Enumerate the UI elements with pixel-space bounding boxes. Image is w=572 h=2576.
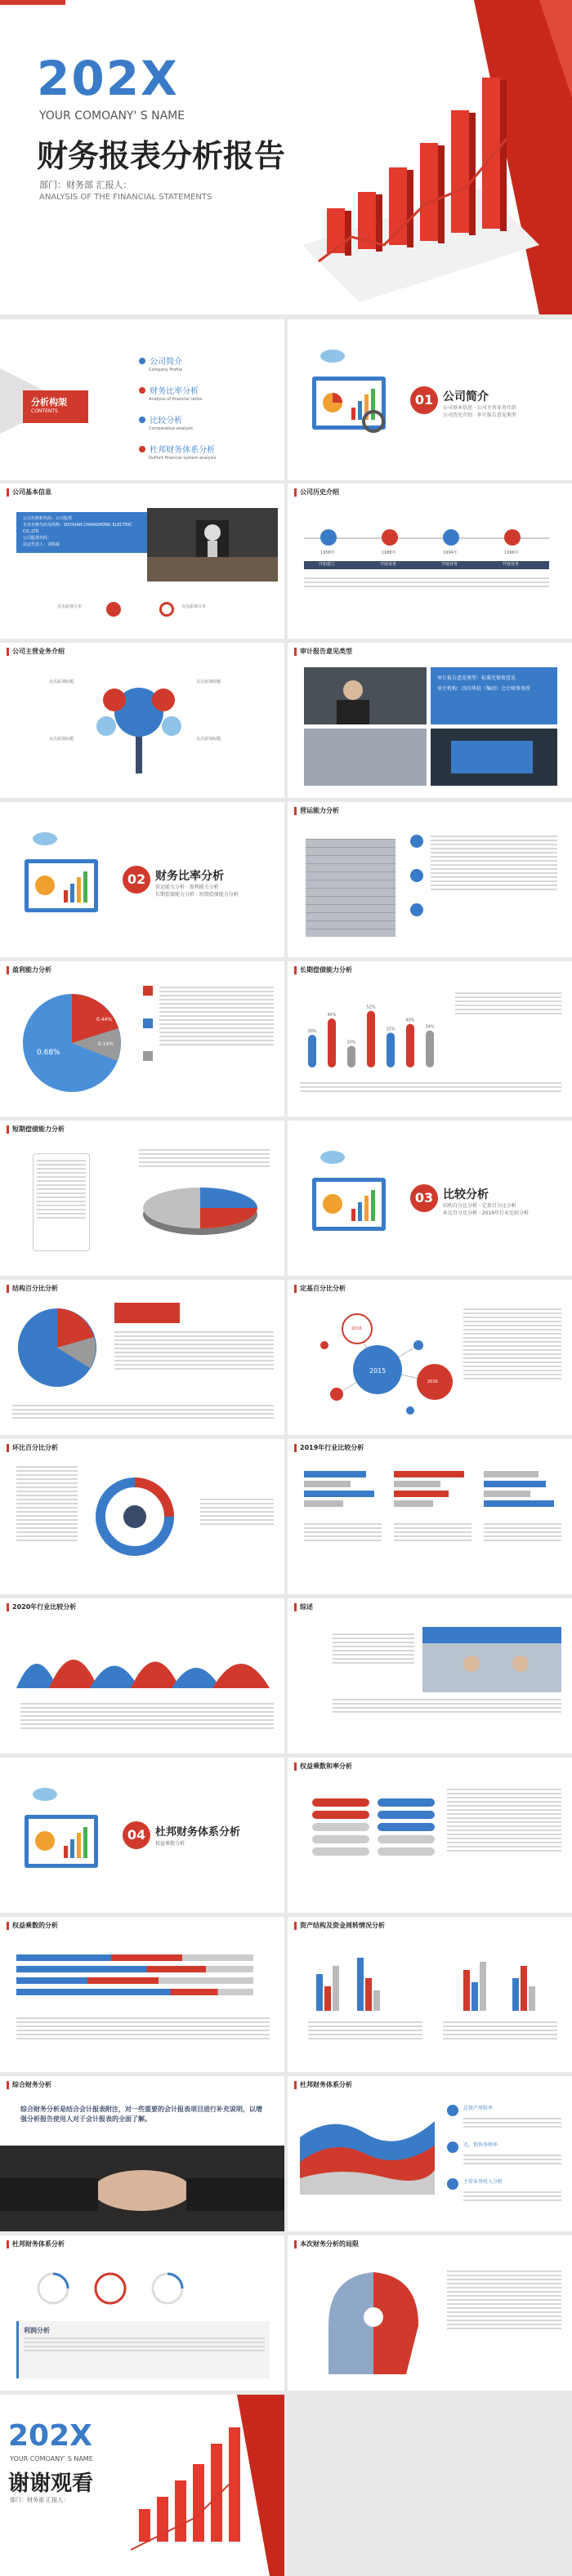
timeline-node <box>320 529 337 546</box>
timeline-node <box>504 529 521 546</box>
area-chart <box>300 2105 435 2195</box>
debt-bar <box>328 1018 336 1067</box>
debt-bar <box>308 1035 316 1067</box>
check-icon <box>143 1051 153 1061</box>
slide-title: 短期偿债能力分析 <box>7 1125 65 1134</box>
debt-bar-label: 30% <box>307 1029 317 1034</box>
search-icon <box>159 602 174 617</box>
tree-diagram <box>82 667 196 782</box>
slide-title: 综述 <box>294 1603 313 1611</box>
audit-box: 审计报告意见类型：标准无保留意见 审计机构：四川华信（集团）会计师事务所 <box>431 667 557 724</box>
red-banner <box>114 1303 180 1323</box>
slide-title: 盈利能力分析 <box>7 966 51 974</box>
section-number: 03 <box>410 1184 438 1212</box>
ending-dept: 部门：财务部 汇报人： <box>10 2497 69 2503</box>
basic-info-slide[interactable]: 公司基本信息 公司名称和代码：公司股票 企业名称代码及简称：SICHUAN CHANGHONG ELECTRIC CO.,LTD 公司股票代码： 法定代表人：刘体斌 点击添加文本 点击添加文本 <box>0 484 284 639</box>
dupont-slide[interactable]: 杜邦财务体系分析 总资产周转率 毛、销售净利率 主营业务收入分析 <box>288 2076 572 2231</box>
structure-pie-chart <box>12 1303 102 1393</box>
cover-slide[interactable] <box>0 0 572 314</box>
toc-item[interactable]: 杜邦财务体系分析 DuPont financial system analysis <box>139 440 216 461</box>
bullet-icon <box>410 869 423 882</box>
cover-accent <box>0 0 65 5</box>
profit-analysis-box: 利润分析 <box>16 2321 270 2378</box>
bullet-icon <box>410 835 423 848</box>
overall-text: 综合财务分析是结合会计报表附注，对一些重要的会计报表项目进行补充说明，以增强分析报告使用人对于会计报表的全面了解。 <box>20 2106 262 2123</box>
assets-bar-chart <box>300 1941 561 2015</box>
history-slide[interactable]: 公司历史介绍 1958年 1988年 1994年 1996年 开始建立 开展业务 开展业务 开展业务 <box>288 484 572 639</box>
assets-slide[interactable] <box>288 1917 572 2072</box>
slide-title: 综合财务分析 <box>7 2081 51 2089</box>
toc-item[interactable]: 比较分析 Comparative analysis <box>139 411 216 432</box>
bar-group <box>394 1468 471 1510</box>
debt-bar-label: 45% <box>327 1013 337 1018</box>
camera-icon <box>106 602 121 617</box>
debt-bar-label: 34% <box>425 1024 435 1030</box>
audit-slide[interactable] <box>288 643 572 798</box>
toc-item[interactable]: 财务比率分析 Analysis of financial ratios <box>139 381 216 403</box>
keyboard-photo <box>304 729 557 786</box>
longdebt-chart <box>300 986 447 1076</box>
overall-slide[interactable] <box>0 2076 284 2231</box>
handshake-photo <box>0 2146 284 2231</box>
ending-year: 202X <box>8 2419 92 2453</box>
section-bullets: 公司基本信息 · 公司主营业务介绍 公司历史介绍 · 审计报告意见类型 <box>443 405 516 418</box>
section3-slide[interactable]: 03 比较分析 结构百分比分析 · 定基百分比分析 环比百分比分析 · 2019年行业比较分析 <box>288 1121 572 1276</box>
analytics-illustration <box>304 1145 394 1251</box>
operate-slide[interactable] <box>288 802 572 957</box>
slide-title: 审计报告意见类型 <box>294 648 352 656</box>
section-title: 比较分析 <box>443 1188 489 1201</box>
section2-slide[interactable]: 02 财务比率分析 营运能力分析 · 盈利能力分析 长期偿债能力分析 · 短期偿债能力分析 <box>0 802 284 957</box>
cover-subtitle: ANALYSIS OF THE FINANCIAL STATEMENTS <box>39 193 212 202</box>
pie-label: 0.44% <box>96 1017 113 1023</box>
equity-mult-slide[interactable] <box>288 1758 572 1913</box>
ending-title: 谢谢观看 <box>8 2471 94 2496</box>
slide-title: 杜邦财务体系分析 <box>294 2081 352 2089</box>
slide-title: 资产结构及资金周转情况分析 <box>294 1922 385 1930</box>
head-puzzle-diagram <box>312 2260 435 2382</box>
section4-slide[interactable]: 04 杜邦财务体系分析 权益乘数分析 <box>0 1758 284 1913</box>
pie-label: 0.14% <box>98 1041 114 1047</box>
cover-year: 202X <box>37 51 179 106</box>
check-icon <box>143 1018 153 1028</box>
slide-title: 定基百分比分析 <box>294 1285 346 1293</box>
debt-bar <box>347 1045 355 1067</box>
slide-title: 本次财务分析的局限 <box>294 2240 359 2248</box>
cover-title: 财务报表分析报告 <box>37 138 286 174</box>
cover-dept: 部门：财务部 汇报人： <box>39 180 132 190</box>
debt-bar <box>367 1011 375 1067</box>
section-number: 02 <box>123 866 150 894</box>
bar-group <box>484 1468 561 1510</box>
structure-slide[interactable] <box>0 1280 284 1435</box>
section-title: 财务比率分析 <box>155 870 224 883</box>
toc-slide[interactable] <box>0 319 284 480</box>
shortdebt-slide[interactable] <box>0 1121 284 1276</box>
debt-bar-label: 52% <box>366 1005 376 1010</box>
network-diagram <box>296 1296 459 1427</box>
equity-ratio-slide[interactable] <box>0 1917 284 2072</box>
slide-title: 结构百分比分析 <box>7 1285 58 1293</box>
empty-slot <box>288 2395 572 2576</box>
result-slide[interactable] <box>288 2235 572 2391</box>
check-icon <box>143 986 153 996</box>
meeting-photo <box>422 1627 561 1692</box>
progress-rings <box>33 2268 261 2309</box>
section1-slide[interactable] <box>288 319 572 480</box>
cover-3d-chart <box>270 0 572 314</box>
pill-list <box>312 1794 369 1860</box>
timeline-node <box>443 529 459 546</box>
slide-title: 公司主营业务介绍 <box>7 648 65 656</box>
pill-list <box>378 1794 435 1860</box>
section-title: 杜邦财务体系分析 <box>155 1826 241 1838</box>
business-slide[interactable]: 公司主营业务介绍 点击添加标题 点击添加标题 点击添加标题 点击添加标题 <box>0 643 284 798</box>
summary-slide[interactable] <box>288 1598 572 1754</box>
debt-bar <box>387 1032 395 1067</box>
section-number: 01 <box>410 386 438 414</box>
analytics-illustration <box>16 827 106 933</box>
section-title: 公司简介 <box>443 390 489 403</box>
chain-slide[interactable] <box>0 1439 284 1594</box>
stacked-bars <box>16 1950 253 2000</box>
dupont2-slide[interactable] <box>0 2235 284 2391</box>
debt-bar-label: 32% <box>386 1027 395 1032</box>
bullet-icon <box>410 903 423 916</box>
toc-list <box>139 352 216 461</box>
slide-title: 权益乘数和率分析 <box>294 1763 352 1771</box>
industry2020-slide[interactable] <box>0 1598 284 1754</box>
debt-bar-label: 40% <box>405 1018 415 1023</box>
ending-company: YOUR COMOANY' S NAME <box>10 2455 93 2462</box>
debt-bar <box>406 1024 414 1067</box>
analytics-illustration <box>304 344 394 450</box>
longdebt-slide[interactable] <box>288 961 572 1116</box>
slide-title: 公司基本信息 <box>7 488 51 497</box>
section-number: 04 <box>123 1821 150 1849</box>
fixedbase-slide[interactable]: 定基百分比分析 2016 2015 2016 <box>288 1280 572 1435</box>
info-panel: 公司名称和代码：公司股票 企业名称代码及简称：SICHUAN CHANGHONG ELECTRIC CO.,LTD 公司股票代码： 法定代表人：刘体斌 <box>16 512 147 553</box>
slide-title: 2019年行业比较分析 <box>294 1444 364 1452</box>
industry2019-slide[interactable] <box>288 1439 572 1594</box>
analytics-illustration <box>16 1782 106 1888</box>
ending-3d-chart <box>114 2395 284 2576</box>
debt-bar <box>426 1031 434 1067</box>
cover-company: YOUR COMOANY' S NAME <box>39 109 185 123</box>
slide-title: 公司历史介绍 <box>294 488 339 497</box>
debt-bar-label: 20% <box>346 1040 356 1045</box>
business-photo <box>304 667 427 724</box>
data-table <box>306 839 395 937</box>
slide-title: 2020年行业比较分析 <box>7 1603 76 1611</box>
bar-group <box>304 1468 382 1510</box>
slide-title: 杜邦财务体系分析 <box>7 2240 65 2248</box>
toc-badge: 分析构架 CONTENTS <box>23 390 88 423</box>
slide-title: 环比百分比分析 <box>7 1444 58 1452</box>
mountain-chart <box>16 1623 270 1696</box>
slide-title: 权益乘数的分析 <box>7 1922 58 1930</box>
profit-slide[interactable] <box>0 961 284 1116</box>
ending-slide[interactable] <box>0 2395 284 2576</box>
donut-chart <box>86 1472 184 1562</box>
pie-label: 0.68% <box>37 1049 60 1057</box>
toc-item[interactable]: 公司简介 Company Profile <box>139 352 216 373</box>
slide-title: 营运能力分析 <box>294 807 339 815</box>
chess-photo <box>147 508 278 582</box>
3d-pie-chart <box>139 1182 261 1239</box>
slide-title: 长期偿债能力分析 <box>294 966 352 974</box>
timeline-node <box>382 529 398 546</box>
